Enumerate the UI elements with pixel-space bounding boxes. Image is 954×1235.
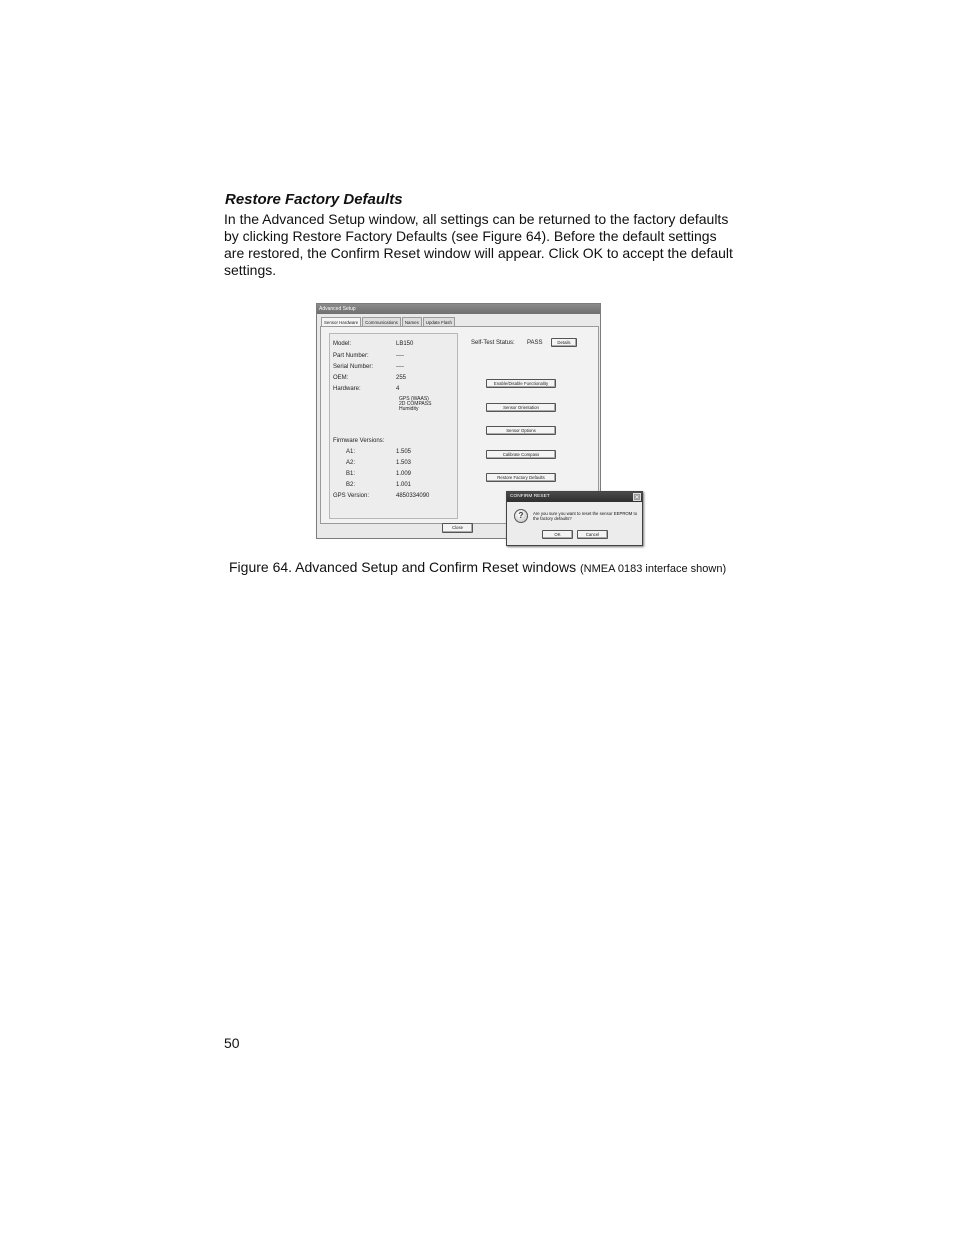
window-title: Advanced Setup — [317, 304, 600, 314]
hardware-info-group — [329, 333, 458, 519]
sensor-options-button[interactable]: Sensor Options — [486, 426, 556, 435]
hardware-item: GPS (WAAS) — [399, 396, 429, 402]
self-test-status-value: PASS — [527, 340, 543, 346]
page-number: 50 — [224, 1035, 240, 1051]
cancel-button[interactable]: Cancel — [577, 530, 608, 539]
gps-version-label: GPS Version: — [333, 493, 370, 499]
oem-value: 255 — [396, 375, 407, 381]
body-paragraph: In the Advanced Setup window, all settings can be returned to the factory defaults by clicking Restore Factory Defaults (see Figure 64). Before the default settings are restored, the Confirm Reset window will appear. Click OK to accept the default settings. — [224, 211, 733, 278]
serial-number-label: Serial Number: — [333, 364, 374, 370]
firmware-a1-value: 1.505 — [396, 449, 412, 455]
tab-names[interactable]: Names — [402, 317, 422, 327]
firmware-b1-label: B1: — [346, 471, 356, 477]
firmware-b1-value: 1.009 — [396, 471, 412, 477]
confirm-reset-dialog — [506, 491, 643, 546]
firmware-versions-label: Firmware Versions: — [333, 438, 385, 444]
close-button[interactable]: Close — [442, 523, 473, 533]
question-icon: ? — [514, 509, 528, 523]
confirm-message: Are you sure you want to reset the sensor EEPROM to the factory defaults? — [533, 511, 638, 521]
gps-version-value: 4850334090 — [396, 493, 430, 499]
tab-sensor-hardware[interactable]: Sensor Hardware — [321, 317, 361, 328]
self-test-status-label: Self-Test Status: — [471, 340, 515, 346]
calibrate-compass-button[interactable]: Calibrate Compass — [486, 450, 556, 459]
part-number-label: Part Number: — [333, 353, 369, 359]
firmware-b2-label: B2: — [346, 482, 356, 488]
sensor-orientation-button[interactable]: Sensor Orientation — [486, 403, 556, 412]
section-heading: Restore Factory Defaults — [225, 191, 403, 208]
dialog-title — [507, 492, 642, 502]
hardware-value: 4 — [396, 386, 400, 392]
serial-number-value: ---- — [396, 364, 404, 370]
caption-note: (NMEA 0183 interface shown) — [579, 563, 727, 575]
details-button[interactable]: Details — [551, 338, 577, 347]
firmware-a2-value: 1.503 — [396, 460, 412, 466]
hardware-label: Hardware: — [333, 386, 361, 392]
hardware-item: 2D COMPASS — [399, 401, 432, 407]
tab-communications[interactable]: Communications — [362, 317, 401, 327]
oem-label: OEM: — [333, 375, 349, 381]
firmware-a1-label: A1: — [346, 449, 356, 455]
model-label: Model: — [333, 341, 352, 347]
firmware-a2-label: A2: — [346, 460, 356, 466]
enable-disable-functionality-button[interactable]: Enable/Disable Functionality — [486, 379, 556, 388]
part-number-value: ---- — [396, 353, 404, 359]
close-icon[interactable]: ✕ — [634, 494, 640, 501]
dialog-title-text: CONFIRM RESET — [510, 494, 550, 499]
restore-factory-defaults-button[interactable]: Restore Factory Defaults — [486, 473, 556, 482]
figure-caption — [229, 559, 726, 575]
hardware-item: Humidity — [399, 406, 419, 412]
tab-update-flash[interactable]: Update Flash — [423, 317, 455, 327]
firmware-b2-value: 1.001 — [396, 482, 412, 488]
ok-button[interactable]: OK — [542, 530, 573, 539]
model-value: LB150 — [396, 341, 414, 347]
caption-main: Figure 64. Advanced Setup and Confirm Reset windows — [229, 559, 580, 575]
